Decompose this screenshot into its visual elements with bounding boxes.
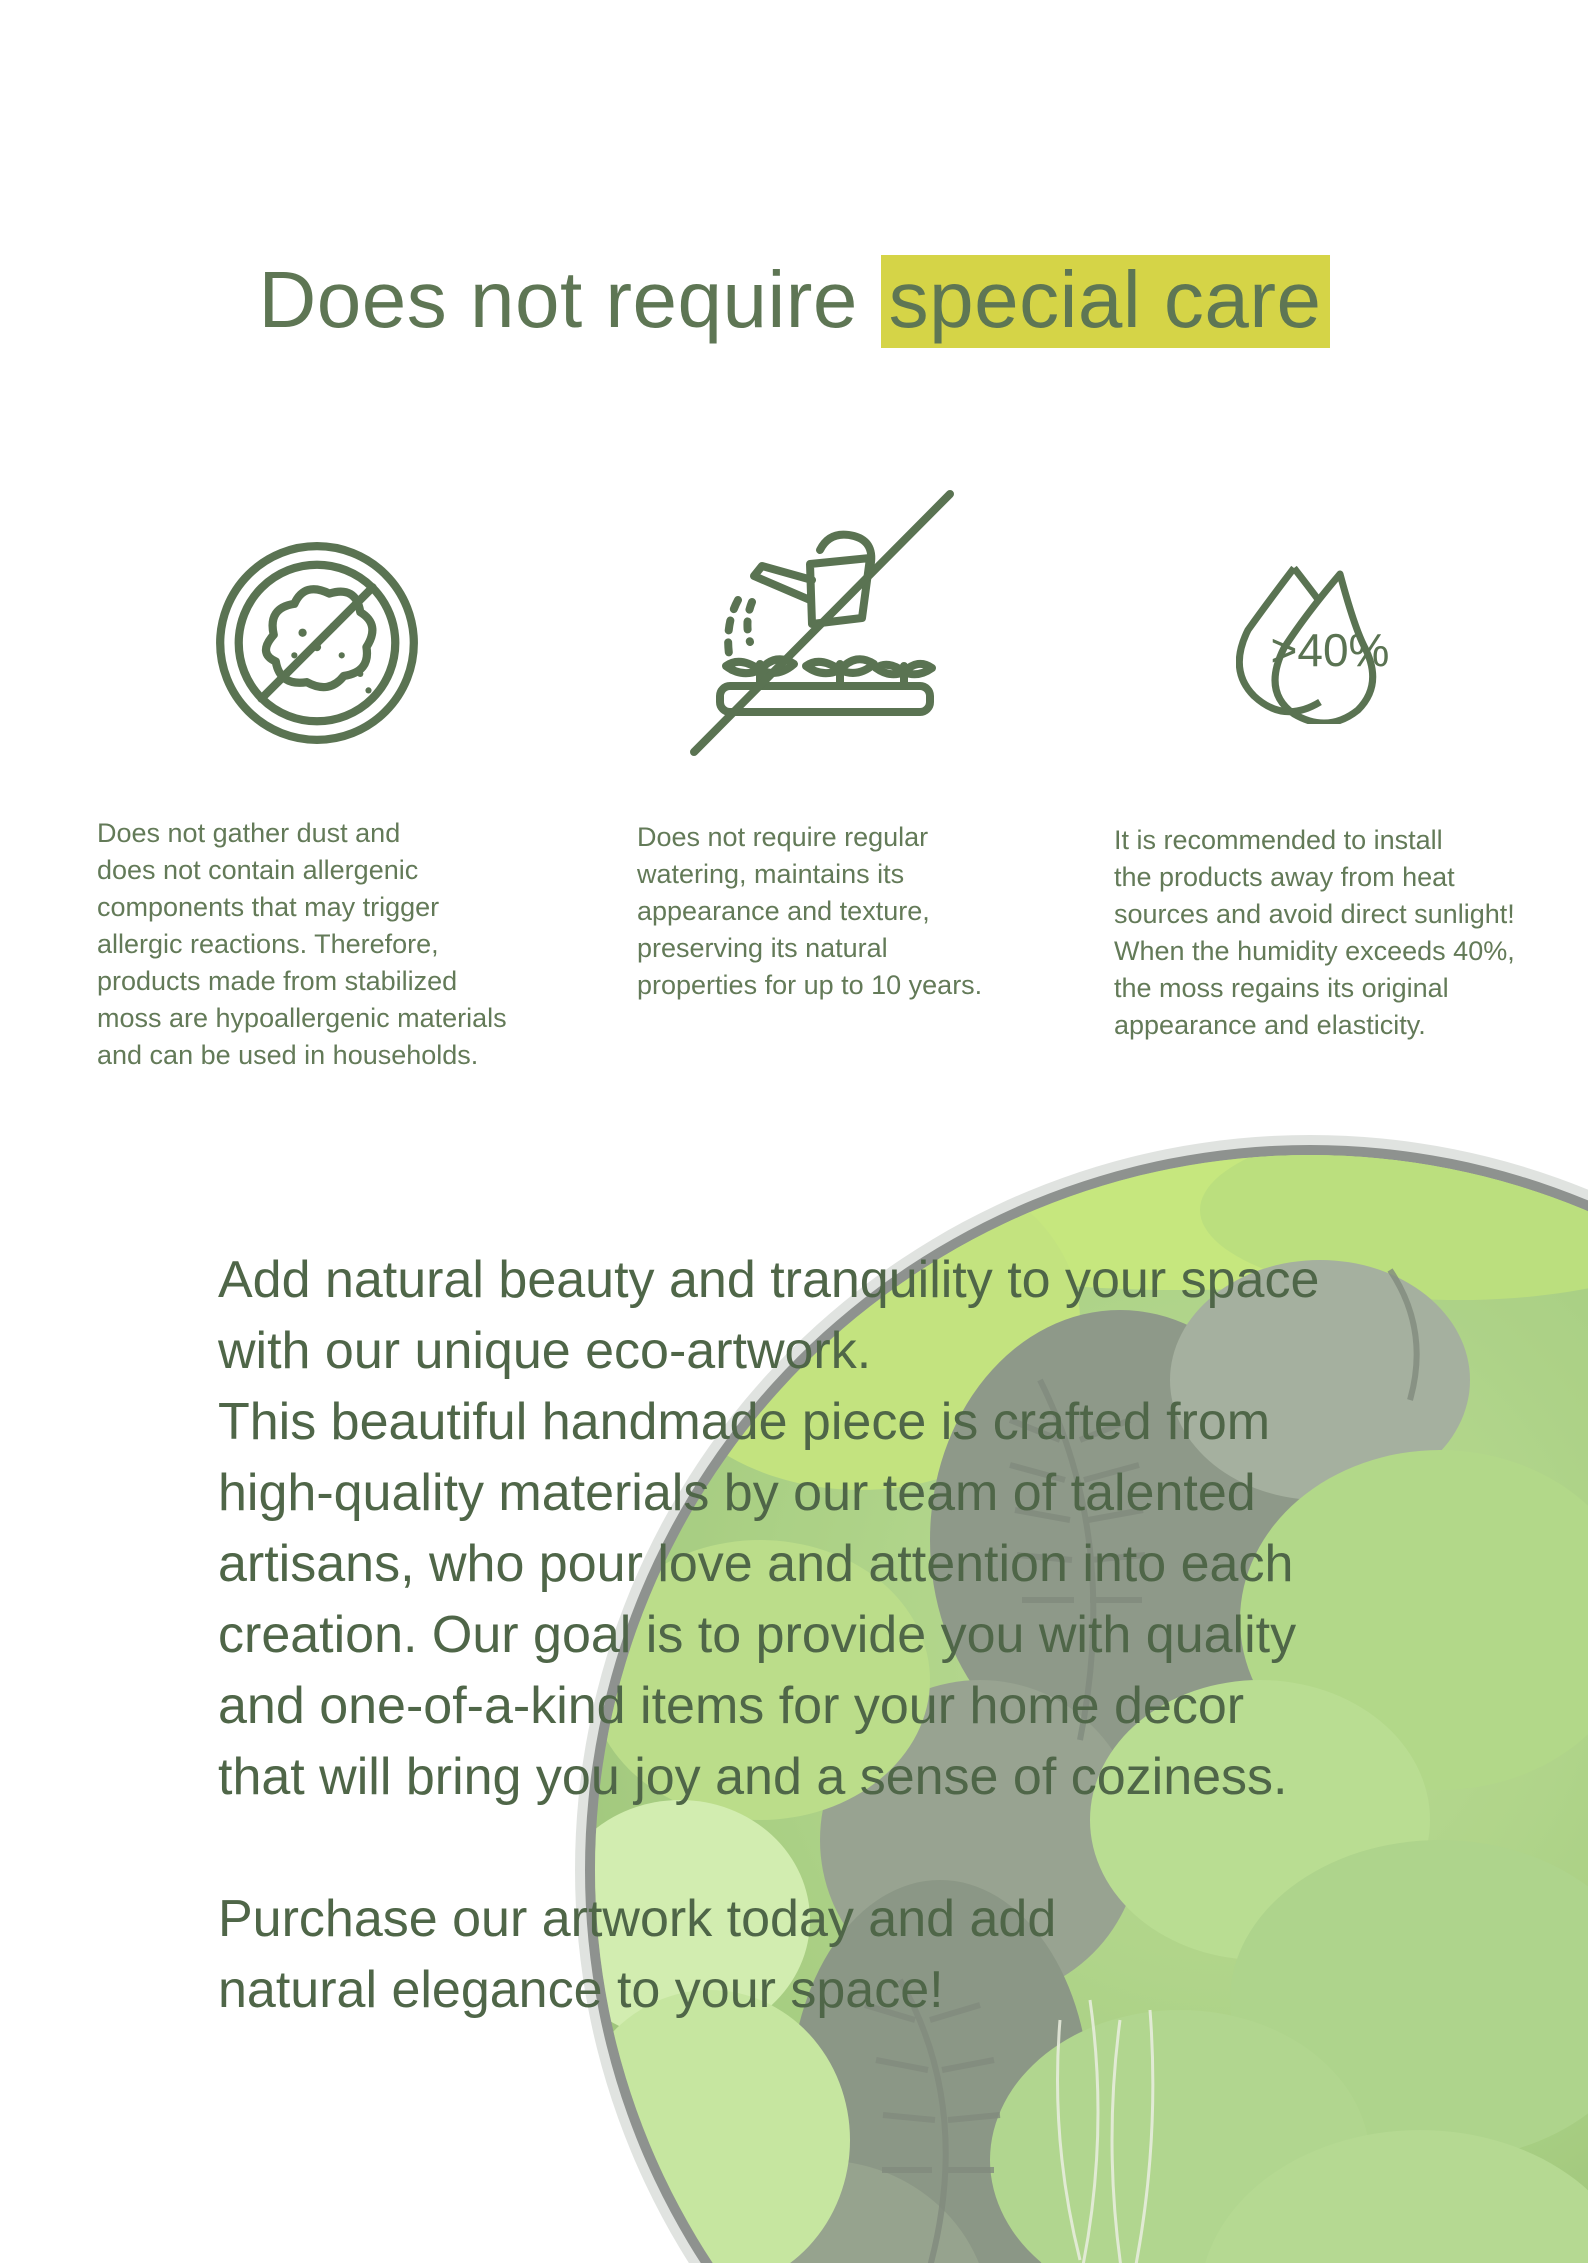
page-title (0, 250, 1588, 350)
feature-line: It is recommended to install (1114, 825, 1443, 855)
feature-line: products made from stabilized (97, 966, 458, 996)
no-dust-icon (214, 540, 420, 746)
paragraph-line: with our unique eco-artwork. (218, 1322, 872, 1380)
paragraph-line: artisans, who pour love and attention into each (218, 1535, 1294, 1593)
paragraph-line: that will bring you joy and a sense of coziness. (218, 1748, 1288, 1806)
feature-line: appearance and elasticity. (1114, 1010, 1426, 1040)
feature-line: moss are hypoallergenic materials (97, 1003, 507, 1033)
feature-line: appearance and texture, (637, 896, 930, 926)
paragraph-line: Add natural beauty and tranquility to your space (218, 1251, 1320, 1309)
humidity-drops-icon (1236, 560, 1408, 724)
paragraph-line: This beautiful handmade piece is crafted from (218, 1393, 1271, 1451)
feature-line: components that may trigger (97, 892, 440, 922)
feature-line: Does not gather dust and (97, 818, 401, 848)
feature-line: the moss regains its original (1114, 973, 1449, 1003)
description-paragraph (218, 1245, 1518, 2026)
feature-line: the products away from heat (1114, 862, 1455, 892)
feature-line: properties for up to 10 years. (637, 970, 983, 1000)
paragraph-gap (218, 1813, 1518, 1884)
cta-line: Purchase our artwork today and add (218, 1890, 1057, 1948)
feature-line: and can be used in households. (97, 1040, 479, 1070)
feature-line: watering, maintains its (637, 859, 905, 889)
no-watering-icon (690, 490, 960, 760)
paragraph-line: and one-of-a-kind items for your home decor (218, 1677, 1245, 1735)
feature-line: preserving its natural (637, 933, 888, 963)
feature-text-humidity (1114, 822, 1554, 1044)
feature-text-dust (97, 815, 577, 1074)
title-prefix: Does not require (258, 255, 858, 344)
humidity-label: >40% (1270, 624, 1390, 676)
paragraph-line: creation. Our goal is to provide you with quality (218, 1606, 1297, 1664)
title-highlight: special care (881, 255, 1330, 348)
feature-line: When the humidity exceeds 40%, (1114, 936, 1515, 966)
feature-line: allergic reactions. Therefore, (97, 929, 439, 959)
feature-text-watering (637, 819, 1057, 1004)
feature-line: Does not require regular (637, 822, 929, 852)
feature-line: sources and avoid direct sunlight! (1114, 899, 1515, 929)
feature-line: does not contain allergenic (97, 855, 419, 885)
paragraph-line: high-quality materials by our team of talented (218, 1464, 1256, 1522)
cta-line: natural elegance to your space! (218, 1961, 944, 2019)
